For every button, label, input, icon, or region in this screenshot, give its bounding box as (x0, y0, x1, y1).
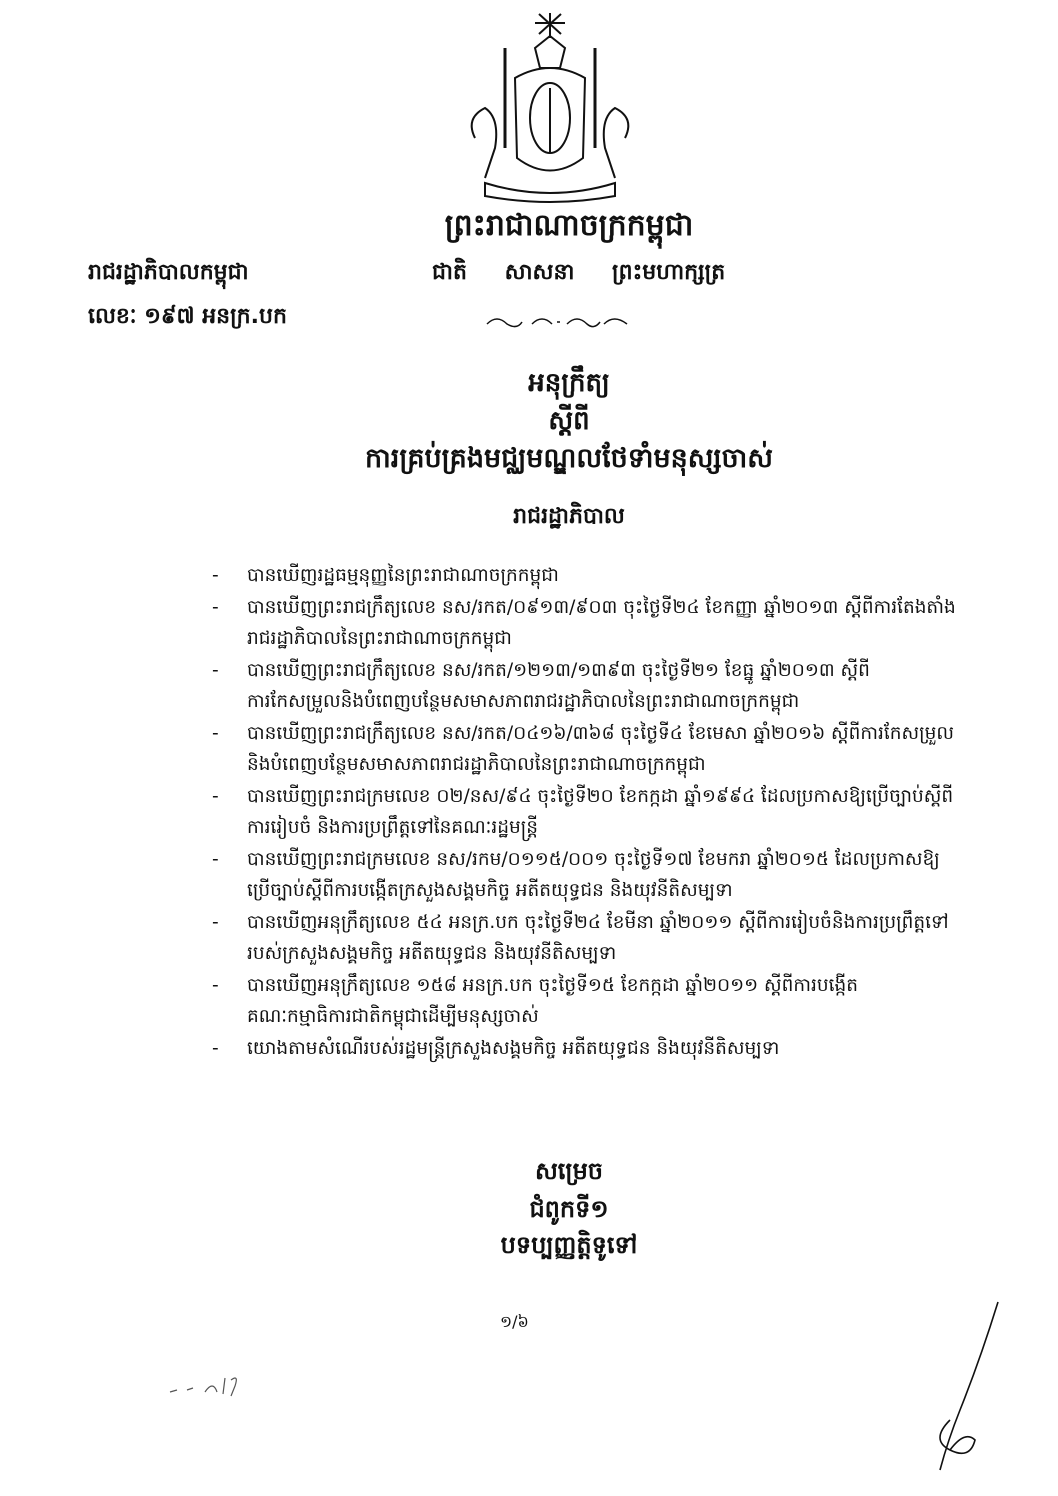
government-label: រាជរដ្ឋាភិបាលកម្ពុជា (88, 260, 249, 285)
reference-number: លេខៈ ១៩៧ អនក្រ.បក (88, 304, 287, 329)
list-item: - បានឃើញព្រះរាជក្រឹត្យលេខ នស/រកត/០៤១៦/៣៦៨ ចុះថ្ងៃទី៤ ខែមេសា ឆ្នាំ២០១៦ ស្តីពីការកែសម្រួលនិងបំពេញបន្ថែមសមាសភាពរាជរដ្ឋាភិបាលនៃព្រះរាជាណាចក្រកម្ពុជា (212, 718, 957, 781)
chapter-title: បទប្បញ្ញត្តិទូទៅ (500, 1231, 638, 1259)
page-number: ១/៦ (500, 1312, 529, 1331)
ornament-divider-icon (482, 312, 632, 332)
list-item: - បានឃើញអនុក្រឹត្យលេខ ៥៤ អនក្រ.បក ចុះថ្ងៃទី២៤ ខែមីនា ឆ្នាំ២០១១ ស្តីពីការរៀបចំនិងការប្រព្រឹត្តទៅរបស់ក្រសួងសង្គមកិច្ច អតីតយុទ្ធជន និងយុវនីតិសម្បទា (212, 907, 957, 970)
list-item: - បានឃើញព្រះរាជក្រឹត្យលេខ នស/រកត/០៩១៣/៩០៣ ចុះថ្ងៃទី២៤ ខែកញ្ញា ឆ្នាំ២០១៣ ស្តីពីការតែងតាំងរាជរដ្ឋាភិបាលនៃព្រះរាជាណាចក្រកម្ពុជា (212, 592, 957, 655)
kingdom-heading: ព្រះរាជាណាចក្រកម្ពុជា (444, 208, 694, 243)
handwritten-mark-icon (165, 1370, 255, 1400)
list-item: - បានឃើញព្រះរាជក្រមលេខ នស/រកម/០១១៥/០០១ ចុះថ្ងៃទី១៧ ខែមករា ឆ្នាំ២០១៥ ដែលប្រកាសឱ្យប្រើច្បាប់ស្តីពីការបង្កើតក្រសួងសង្គមកិច្ច អតីតយុទ្ធជន និងយុវនីតិសម្បទា (212, 844, 957, 907)
issuer-label: រាជរដ្ឋាភិបាល (513, 504, 625, 529)
list-item: - បានឃើញព្រះរាជក្រឹត្យលេខ នស/រកត/១២១៣/១៣៩៣ ចុះថ្ងៃទី២១ ខែធ្នូ ឆ្នាំ២០១៣ ស្តីពីការកែសម្រួលនិងបំពេញបន្ថែមសមាសភាពរាជរដ្ឋាភិបាលនៃព្រះរាជាណាចក្រកម្ពុជា (212, 655, 957, 718)
list-item: - បានឃើញអនុក្រឹត្យលេខ ១៥៨ អនក្រ.បក ចុះថ្ងៃទី១៥ ខែកក្កដា ឆ្នាំ២០១១ ស្តីពីការបង្កើតគណៈកម្មាធិការជាតិកម្ពុជាដើម្បីមនុស្សចាស់ (212, 970, 957, 1033)
national-motto: ជាតិ សាសនា ព្រះមហាក្សត្រ (432, 260, 726, 285)
decision-heading: សម្រេច (534, 1157, 604, 1185)
document-type: អនុក្រឹត្យ (528, 368, 610, 398)
list-item: - បានឃើញរដ្ឋធម្មនុញ្ញនៃព្រះរាជាណាចក្រកម្ពុជា (212, 560, 957, 592)
list-item: - យោងតាមសំណើរបស់រដ្ឋមន្ត្រីក្រសួងសង្គមកិច្ច អតីតយុទ្ធជន និងយុវនីតិសម្បទា (212, 1033, 957, 1065)
document-subject: ការគ្រប់គ្រងមជ្ឈមណ្ឌលថែទាំមនុស្សចាស់ (365, 443, 773, 474)
signature-icon (920, 1300, 1010, 1480)
royal-emblem-icon (455, 8, 645, 208)
chapter-number: ជំពូកទី១ (529, 1195, 609, 1223)
list-item: - បានឃើញព្រះរាជក្រមលេខ ០២/នស/៩៤ ចុះថ្ងៃទី២០ ខែកក្កដា ឆ្នាំ១៩៩៤ ដែលប្រកាសឱ្យប្រើច្បាប់ស្តីពីការរៀបចំ និងការប្រព្រឹត្តទៅនៃគណៈរដ្ឋមន្ត្រី (212, 781, 957, 844)
about-label: ស្តីពី (548, 406, 590, 436)
considerations-list (212, 560, 957, 1064)
